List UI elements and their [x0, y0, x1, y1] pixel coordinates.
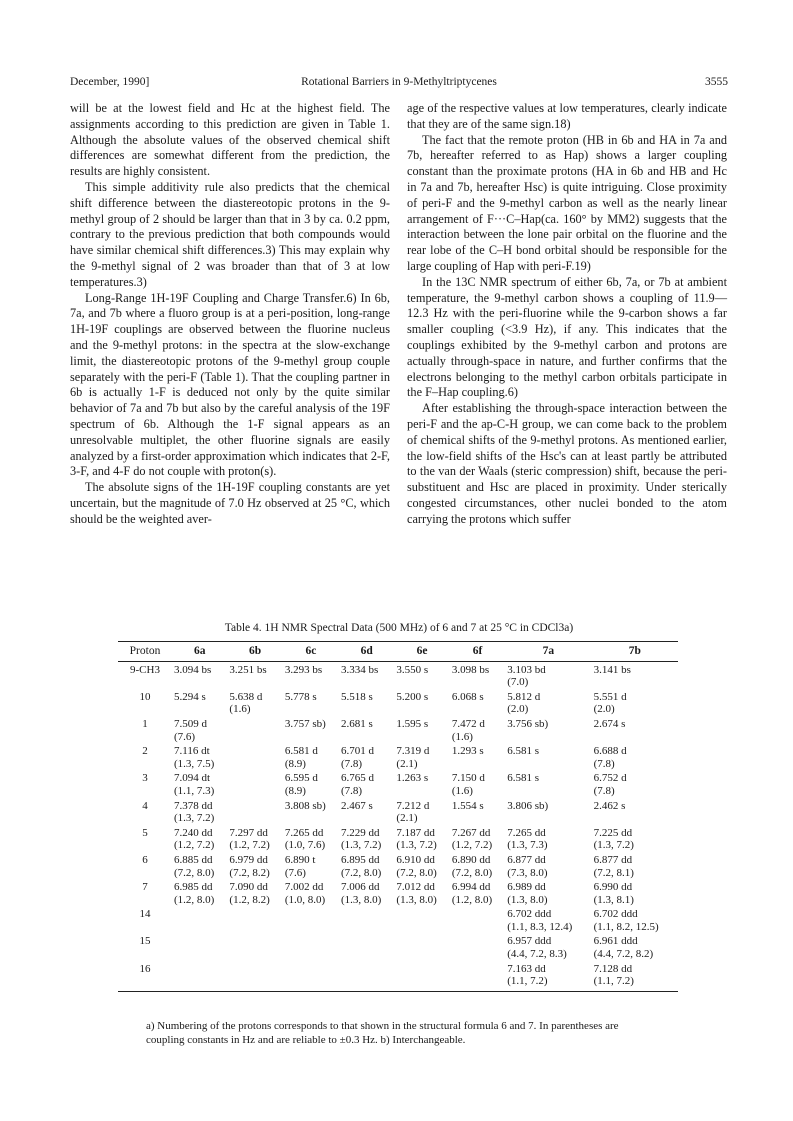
chemical-shift: 6.877 dd	[593, 853, 633, 866]
table-cell	[505, 852, 591, 879]
table-cell	[172, 716, 227, 743]
chemical-shift: 5.551 d	[593, 690, 627, 703]
coupling-constant: (1.0, 7.6)	[284, 839, 326, 852]
chemical-shift: 1.595 s	[396, 717, 429, 730]
chemical-shift: 3.094 bs	[174, 663, 212, 676]
coupling-constant: (1.2, 8.0)	[451, 893, 493, 906]
running-header	[70, 76, 728, 92]
chemical-shift: 3.806 sb)	[507, 799, 549, 812]
chemical-shift: 6.068 s	[451, 690, 484, 703]
table-cell	[227, 879, 282, 906]
table-cell	[394, 716, 449, 743]
table-row	[118, 879, 678, 906]
table-row	[118, 716, 678, 743]
coupling-constant: (1.3, 7.2)	[396, 839, 437, 852]
table-cell	[283, 770, 339, 797]
table-cell	[339, 770, 394, 797]
chemical-shift: 7.225 dd	[593, 826, 633, 839]
table-cell	[227, 689, 282, 716]
table-header-row	[118, 642, 678, 662]
chemical-shift: 6.885 dd	[174, 853, 213, 866]
page-number: 3555	[705, 76, 728, 88]
coupling-constant: (7.8)	[593, 784, 615, 797]
table-cell	[450, 743, 505, 770]
table-cell	[592, 825, 678, 852]
table-cell	[592, 852, 678, 879]
chemical-shift: 2.681 s	[341, 717, 373, 730]
table-cell	[592, 798, 678, 825]
chemical-shift: 7.187 dd	[396, 826, 435, 839]
chemical-shift: 2.467 s	[341, 799, 373, 812]
table-cell	[227, 798, 282, 825]
table-cell	[450, 716, 505, 743]
coupling-constant: (1.1, 8.2, 12.5)	[593, 920, 659, 933]
coupling-constant: (1.6)	[451, 784, 473, 797]
column-header: 6d	[339, 642, 394, 662]
chemical-shift: 5.812 d	[507, 690, 541, 703]
table-cell	[592, 689, 678, 716]
coupling-constant: (7.8)	[341, 784, 363, 797]
table-cell	[450, 879, 505, 906]
table-cell	[283, 906, 339, 933]
chemical-shift: 6.701 d	[341, 745, 374, 758]
coupling-constant: (1.1, 7.2)	[593, 975, 634, 988]
chemical-shift: 5.294 s	[174, 690, 206, 703]
coupling-constant: (1.1, 8.3, 12.4)	[507, 920, 573, 933]
table-cell	[339, 798, 394, 825]
coupling-constant: (1.3, 7.2)	[341, 839, 382, 852]
table-cell	[450, 961, 505, 992]
coupling-constant: (7.0)	[507, 676, 529, 689]
table-cell	[394, 689, 449, 716]
coupling-constant: (1.1, 7.2)	[507, 975, 548, 988]
chemical-shift: 7.378 dd	[174, 799, 213, 812]
table-cell	[450, 825, 505, 852]
chemical-shift: 5.638 d	[229, 690, 263, 703]
table-cell	[227, 770, 282, 797]
paragraph: Long-Range 1H-19F Coupling and Charge Transfer.6) In 6b, 7a, and 7b where a fluoro group is at a peri-position, long-range 1H-19F couplings are observed between the fluorine nucleus and the 9-methyl protons: in the spectra at the slow-exchange limit, the diastereotopic protons of the 9-methyl group couple separately with the peri-F (Table 1). That the coupling partner in 6b is actually 1-F is deduced not only by the quite similar behavior of 7a and 7b but also by the careful analysis of the 19F spectrum of 6b. Although the 1-F signal appears as an unresolvable multiplet, the other fluorine signals are easily analyzed by a first-order approximation which indicates that 2-F, 3-F, and 4-F do not couple with proton(s).	[70, 290, 390, 479]
chemical-shift: 7.012 dd	[396, 881, 435, 894]
table-cell	[283, 798, 339, 825]
table-cell	[283, 961, 339, 992]
coupling-constant: (1.1, 7.3)	[174, 784, 215, 797]
chemical-shift: 6.702 ddd	[593, 908, 638, 921]
chemical-shift: 7.265 dd	[507, 826, 546, 839]
chemical-shift: 6.957 ddd	[507, 935, 552, 948]
chemical-shift: 1.293 s	[451, 745, 484, 758]
chemical-shift: 7.319 d	[396, 745, 430, 758]
coupling-constant: (2.1)	[396, 812, 418, 825]
column-header: 7b	[592, 642, 678, 662]
column-header: 6a	[172, 642, 227, 662]
paragraph: will be at the lowest field and Hc at the highest field. The assignments according to this prediction are given in Table 1. Although the absolute values of the observed chemical shift differences are somewhat different from the prediction, the results are highly consistent.	[70, 101, 390, 179]
column-header: 7a	[505, 642, 591, 662]
table-cell	[505, 879, 591, 906]
chemical-shift: 3.293 bs	[284, 663, 323, 676]
chemical-shift: 3.103 bd	[507, 663, 546, 676]
right-column	[407, 101, 727, 528]
coupling-constant: (4.4, 7.2, 8.2)	[593, 948, 654, 961]
table-cell	[172, 961, 227, 992]
chemical-shift: 6.581 s	[507, 745, 539, 758]
table-cell	[227, 716, 282, 743]
chemical-shift: 3.756 sb)	[507, 717, 549, 730]
table-cell	[592, 961, 678, 992]
table-row	[118, 770, 678, 797]
table-cell	[283, 743, 339, 770]
coupling-constant: (7.2, 8.0)	[451, 866, 493, 879]
table-cell	[592, 770, 678, 797]
table-cell	[339, 743, 394, 770]
paragraph: The fact that the remote proton (HB in 6b and HA in 7a and 7b, hereafter referred to as Hap) shows a larger coupling constant than the proximate protons (HA in 6b and HB and Hc in 7a and 7b, hereafter Hsc) is quite intriguing. Close proximity of peri-F and the 9-methyl carbon as well as the nearly linear arrangement of F···C–Hap(ca. 160° by MM2) suggests that the interaction between the lone pair orbital on the fluorine and the rear lobe of the C–H bond orbital should be responsible for the large coupling of Hap with peri-F.19)	[407, 132, 727, 273]
table-cell	[172, 933, 227, 960]
chemical-shift: 7.002 dd	[284, 881, 324, 894]
table-cell	[394, 933, 449, 960]
table-cell	[339, 961, 394, 992]
coupling-constant: (1.2, 7.2)	[451, 839, 493, 852]
table-cell	[450, 933, 505, 960]
proton-label: 15	[139, 935, 151, 948]
table-cell	[450, 906, 505, 933]
chemical-shift: 6.994 dd	[451, 881, 491, 894]
chemical-shift: 7.509 d	[174, 717, 207, 730]
coupling-constant: (1.2, 8.0)	[174, 893, 215, 906]
table-cell	[172, 906, 227, 933]
table-cell	[283, 852, 339, 879]
chemical-shift: 7.297 dd	[229, 826, 268, 839]
table-cell	[227, 933, 282, 960]
nmr-data-table	[118, 641, 678, 992]
chemical-shift: 7.090 dd	[229, 881, 268, 894]
table-cell	[592, 906, 678, 933]
table-cell	[339, 852, 394, 879]
chemical-shift: 3.098 bs	[451, 663, 490, 676]
table-row	[118, 906, 678, 933]
table-cell	[283, 825, 339, 852]
chemical-shift: 6.581 d	[284, 745, 318, 758]
table-cell	[505, 770, 591, 797]
table-cell	[339, 716, 394, 743]
table-cell	[394, 743, 449, 770]
table-cell	[227, 961, 282, 992]
chemical-shift: 3.141 bs	[593, 663, 631, 676]
coupling-constant: (7.2, 8.0)	[396, 866, 437, 879]
chemical-shift: 6.581 s	[507, 772, 539, 785]
chemical-shift: 2.462 s	[593, 799, 626, 812]
table-cell	[283, 689, 339, 716]
chemical-shift: 3.808 sb)	[284, 799, 326, 812]
table-cell	[592, 879, 678, 906]
table-cell	[450, 852, 505, 879]
proton-label: 10	[139, 690, 151, 703]
table-cell	[283, 661, 339, 689]
chemical-shift: 7.163 dd	[507, 962, 546, 975]
table-cell	[505, 933, 591, 960]
table-cell	[172, 743, 227, 770]
table-cell	[394, 961, 449, 992]
table-cell	[227, 906, 282, 933]
table-cell	[505, 743, 591, 770]
table-cell	[450, 770, 505, 797]
table-cell	[283, 933, 339, 960]
proton-label: 7	[142, 881, 148, 894]
table-cell	[450, 798, 505, 825]
chemical-shift: 3.757 sb)	[284, 717, 326, 730]
chemical-shift: 5.518 s	[341, 690, 373, 703]
table-cell	[592, 743, 678, 770]
proton-label: 5	[142, 826, 148, 839]
table-cell	[339, 689, 394, 716]
chemical-shift: 1.554 s	[451, 799, 484, 812]
coupling-constant: (2.0)	[507, 703, 529, 716]
table-cell	[394, 661, 449, 689]
chemical-shift: 3.550 s	[396, 663, 429, 676]
table-cell	[339, 906, 394, 933]
table-cell	[592, 661, 678, 689]
table-caption: Table 4. 1H NMR Spectral Data (500 MHz) of 6 and 7 at 25 °C in CDCl3a)	[224, 622, 574, 634]
chemical-shift: 6.890 t	[284, 853, 316, 866]
chemical-shift: 7.116 dt	[174, 745, 210, 758]
coupling-constant: (2.0)	[593, 703, 615, 716]
table-cell	[283, 879, 339, 906]
chemical-shift: 6.989 dd	[507, 881, 546, 894]
coupling-constant: (7.2, 8.0)	[174, 866, 215, 879]
coupling-constant: (4.4, 7.2, 8.3)	[507, 948, 567, 961]
chemical-shift: 6.910 dd	[396, 853, 435, 866]
coupling-constant: (1.6)	[451, 730, 473, 743]
table-cell	[505, 716, 591, 743]
chemical-shift: 3.251 bs	[229, 663, 267, 676]
table-cell	[227, 852, 282, 879]
table-row	[118, 933, 678, 960]
table-cell	[505, 689, 591, 716]
chemical-shift: 7.267 dd	[451, 826, 491, 839]
coupling-constant: (1.3, 8.0)	[507, 893, 548, 906]
proton-label: 4	[142, 799, 148, 812]
proton-label: 1	[142, 717, 148, 730]
proton-label: 16	[118, 961, 172, 992]
proton-label: 2	[142, 745, 148, 758]
table-cell	[505, 825, 591, 852]
table-row	[118, 961, 678, 992]
table-cell	[339, 879, 394, 906]
coupling-constant: (1.0, 8.0)	[284, 893, 326, 906]
paragraph: age of the respective values at low temperatures, clearly indicate that they are of the same sign.18)	[407, 101, 727, 131]
coupling-constant: (1.3, 8.0)	[396, 893, 437, 906]
chemical-shift: 3.334 bs	[341, 663, 379, 676]
chemical-shift: 7.128 dd	[593, 962, 633, 975]
chemical-shift: 7.229 dd	[341, 826, 380, 839]
column-header: 6e	[394, 642, 449, 662]
coupling-constant: (1.3, 8.0)	[341, 893, 382, 906]
table-cell	[227, 825, 282, 852]
table-cell	[172, 689, 227, 716]
chemical-shift: 6.595 d	[284, 772, 318, 785]
chemical-shift: 7.265 dd	[284, 826, 324, 839]
table-cell	[505, 798, 591, 825]
chemical-shift: 6.961 ddd	[593, 935, 638, 948]
table-cell	[592, 933, 678, 960]
chemical-shift: 6.979 dd	[229, 853, 268, 866]
chemical-shift: 6.877 dd	[507, 853, 546, 866]
table-cell	[339, 661, 394, 689]
coupling-constant: (7.8)	[341, 757, 363, 770]
paragraph: In the 13C NMR spectrum of either 6b, 7a, or 7b at ambient temperature, the 9-methyl carbon shows a coupling of 11.9—12.3 Hz with the peri-fluorine while the 9-carbon shows a far smaller coupling (<3.9 Hz), if any. This indicates that the couplings exhibited by the 9-methyl carbon and protons are actually through-space in nature, and further confirms that the electrons belonging to the methyl carbon orbitals participate in the F–Hap coupling.6)	[407, 274, 727, 400]
chemical-shift: 5.778 s	[284, 690, 317, 703]
table-cell	[394, 825, 449, 852]
left-column	[70, 101, 390, 528]
coupling-constant: (1.2, 8.2)	[229, 893, 270, 906]
table-body	[118, 661, 678, 991]
column-header: 6f	[450, 642, 505, 662]
table-cell	[227, 661, 282, 689]
table-cell	[394, 798, 449, 825]
table-cell	[172, 798, 227, 825]
chemical-shift: 6.688 d	[593, 745, 627, 758]
column-header: 6c	[283, 642, 339, 662]
chemical-shift: 6.990 dd	[593, 881, 633, 894]
proton-label: 3	[142, 772, 148, 785]
table-cell	[227, 743, 282, 770]
coupling-constant: (7.2, 8.0)	[341, 866, 382, 879]
table-cell	[450, 661, 505, 689]
coupling-constant: (2.1)	[396, 757, 418, 770]
proton-label: 6	[142, 853, 148, 866]
table-row	[118, 852, 678, 879]
coupling-constant: (1.2, 7.2)	[174, 839, 215, 852]
coupling-constant: (7.8)	[593, 757, 615, 770]
paragraph: This simple additivity rule also predicts that the chemical shift difference between the diastereotopic protons in the 9-methyl group of 2 should be larger than that in 3 by ca. 0.2 ppm, contrary to the previous prediction that both compounds would have similar chemical shift differences.3) This may explain why the 9-methyl signal of 2 was broader than that of 3 at low temperatures.3)	[70, 179, 390, 289]
table-cell	[505, 906, 591, 933]
chemical-shift: 7.472 d	[451, 717, 485, 730]
chemical-shift: 1.263 s	[396, 772, 429, 785]
table-cell	[283, 716, 339, 743]
table-row	[118, 798, 678, 825]
chemical-shift: 7.006 dd	[341, 881, 380, 894]
chemical-shift: 6.702 ddd	[507, 908, 552, 921]
chemical-shift: 2.674 s	[593, 717, 626, 730]
chemical-shift: 7.212 d	[396, 799, 430, 812]
chemical-shift: 7.240 dd	[174, 826, 213, 839]
coupling-constant: (7.2, 8.1)	[593, 866, 634, 879]
chemical-shift: 7.094 dt	[174, 772, 211, 785]
proton-label: 9-CH3	[130, 663, 160, 676]
table-row	[118, 661, 678, 689]
table-cell	[172, 879, 227, 906]
table-cell	[394, 906, 449, 933]
table-cell	[505, 961, 591, 992]
coupling-constant: (8.9)	[284, 757, 306, 770]
table-cell	[450, 689, 505, 716]
table-cell	[394, 879, 449, 906]
coupling-constant: (8.9)	[284, 784, 306, 797]
paragraph: After establishing the through-space interaction between the peri-F and the ap-C-H group, we can come back to the problem of chemical shifts of the 9-methyl protons. As mentioned earlier, the low-field shifts of the Hsc's can at least partly be attributed to the van der Waals (steric compression) shift, because the peri-substituent and Hsc are placed in proximity. Under sterically congested circumstances, other nuclei bonded to the atom carrying the protons which suffer	[407, 401, 727, 526]
chemical-shift: 6.752 d	[593, 772, 627, 785]
table-footnote: a) Numbering of the protons corresponds to that shown in the structural formula 6 and 7. In parentheses are coupling constants in Hz and are reliable to ±0.3 Hz. b) Interchangeable.	[146, 1020, 619, 1046]
coupling-constant: (1.3, 7.2)	[174, 812, 215, 825]
coupling-constant: (1.3, 8.1)	[593, 893, 634, 906]
chemical-shift: 6.895 dd	[341, 853, 380, 866]
chemical-shift: 6.890 dd	[451, 853, 491, 866]
table-cell	[172, 661, 227, 689]
chemical-shift: 5.200 s	[396, 690, 429, 703]
coupling-constant: (7.6)	[284, 866, 306, 879]
coupling-constant: (1.3, 7.2)	[593, 839, 634, 852]
column-header: Proton	[118, 642, 172, 662]
table-cell	[172, 852, 227, 879]
coupling-constant: (7.6)	[174, 730, 196, 743]
table-cell	[339, 825, 394, 852]
table-row	[118, 689, 678, 716]
coupling-constant: (1.3, 7.5)	[174, 757, 215, 770]
column-header: 6b	[227, 642, 282, 662]
running-title: Rotational Barriers in 9-Methyltriptycenes	[301, 76, 497, 88]
table-cell	[592, 716, 678, 743]
table-cell	[394, 852, 449, 879]
table-cell	[339, 933, 394, 960]
chemical-shift: 6.765 d	[341, 772, 374, 785]
coupling-constant: (1.2, 7.2)	[229, 839, 270, 852]
table-row	[118, 743, 678, 770]
chemical-shift: 6.985 dd	[174, 881, 213, 894]
table-cell	[394, 770, 449, 797]
paragraph: The absolute signs of the 1H-19F coupling constants are yet uncertain, but the magnitude of 7.0 Hz observed at 25 °C, which should be the weighted aver-	[70, 480, 390, 526]
table-row	[118, 825, 678, 852]
coupling-constant: (7.2, 8.2)	[229, 866, 270, 879]
table-cell	[172, 770, 227, 797]
coupling-constant: (1.6)	[229, 703, 251, 716]
issue-date: December, 1990]	[70, 76, 150, 88]
table-cell	[505, 661, 591, 689]
coupling-constant: (7.3, 8.0)	[507, 866, 548, 879]
coupling-constant: (1.3, 7.3)	[507, 839, 548, 852]
proton-label: 14	[139, 908, 151, 921]
chemical-shift: 7.150 d	[451, 772, 485, 785]
table-cell	[172, 825, 227, 852]
